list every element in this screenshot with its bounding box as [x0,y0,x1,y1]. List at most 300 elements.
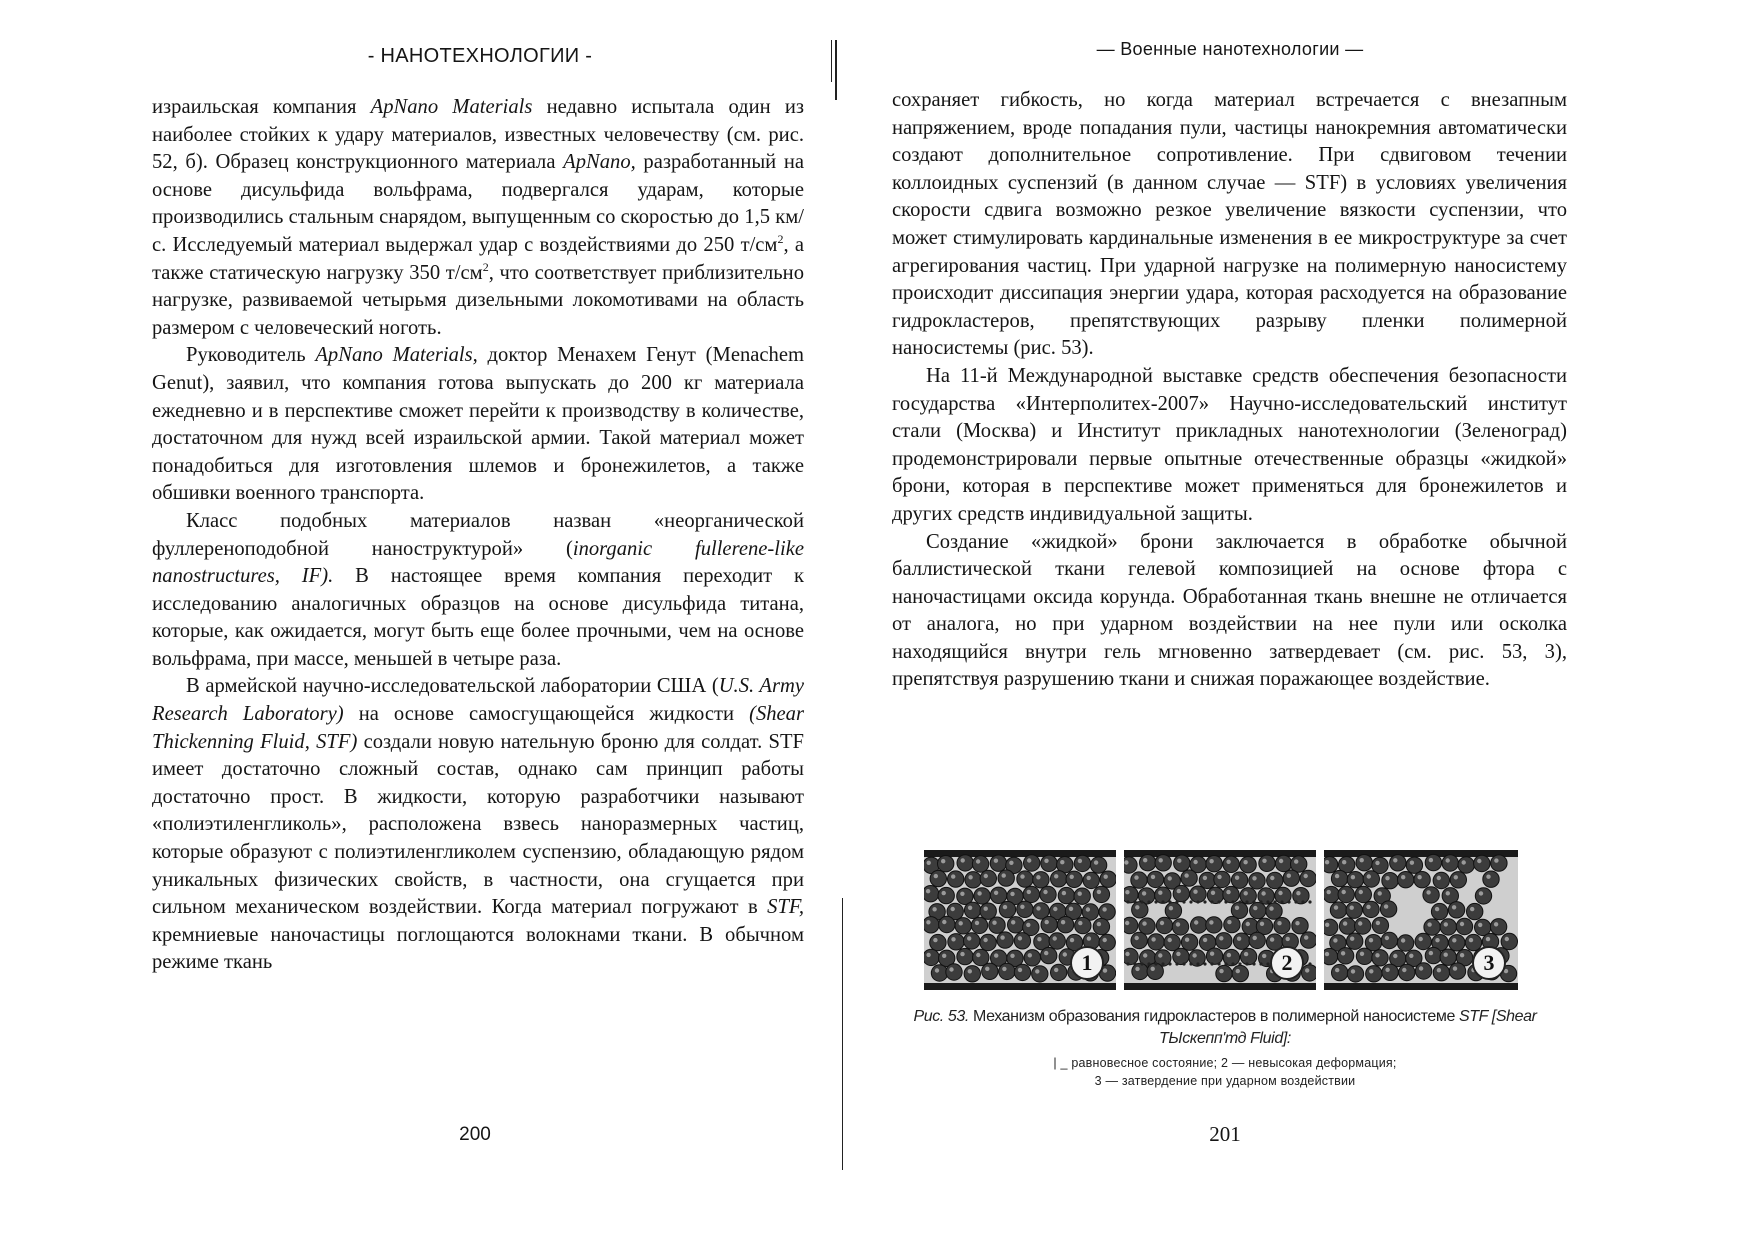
particle [964,902,980,918]
particle [1131,872,1147,888]
particle-highlight [1169,906,1173,910]
particle [1057,917,1073,933]
particle [1330,902,1346,918]
text-run: Руководитель [186,344,316,367]
particle [1124,917,1138,933]
particle-highlight [1125,890,1129,894]
particle-highlight [1325,952,1329,956]
particle [997,932,1013,948]
particle-highlight [942,920,946,924]
particle [1224,916,1240,932]
left-page [0,0,840,1239]
particle-highlight [1054,874,1058,878]
particle-highlight [1211,891,1215,895]
particle-highlight [984,907,988,911]
particle-highlight [1469,938,1473,942]
particle-highlight [942,954,946,958]
particle-highlight [935,968,939,972]
particle-highlight [1177,859,1181,863]
particle [948,871,964,887]
particle [1190,886,1206,902]
particle-highlight [1203,938,1207,942]
particle-highlight [1060,860,1064,864]
particle [1339,918,1355,934]
particle [1165,903,1181,919]
particle-highlight [1044,859,1048,863]
particle-highlight [1063,952,1067,956]
particle-highlight [994,859,998,863]
italic-run: (Shear Thickenning Fluid, STF) [152,703,804,753]
particle-highlight [1151,937,1155,941]
particle-highlight [1002,967,1006,971]
particle-highlight [1429,951,1433,955]
particle-highlight [1184,873,1188,877]
particle-highlight [994,953,998,957]
particle-highlight [1385,936,1389,940]
particle-highlight [1359,890,1363,894]
particle-highlight [1335,968,1339,972]
text-run: На 11-й Международной выставке средств обеспечения безопасности государства «Интерполитех-2007» Научно-исследовательский институт стали (Москва) и Институт прикладных нанотехнологии (Зеленоград) продемонстрировали первые опытные отечественные образцы «жидкой» брони, которая в перспективе может применяться для бронежилетов и других средств индивидуальной защиты. [892,364,1567,525]
small-particle [1182,900,1185,903]
particle-highlight [968,969,972,973]
italic-run: inorganic fullerene-like nanostructures, IF). [152,537,804,588]
particle [1041,916,1057,932]
small-particle [1238,962,1241,965]
particle [1382,964,1398,980]
particle-highlight [1444,953,1448,957]
particle [931,965,947,981]
particle [1372,917,1388,933]
particle-highlight [1159,858,1163,862]
particle [930,870,946,886]
particle-highlight [1043,890,1047,894]
particle [974,888,990,904]
particle-highlight [1002,873,1006,877]
particle-highlight [1437,968,1441,972]
small-particle [1308,962,1311,965]
particle-highlight [1103,938,1107,942]
particle-highlight [983,938,987,942]
figure-caption [900,1006,1550,1050]
particle-highlight [1027,890,1031,894]
small-particle [1161,962,1164,965]
particle [1024,950,1040,966]
particle-highlight [1036,875,1040,879]
particle-highlight [1270,876,1274,880]
particle [1346,902,1362,918]
particle-highlight [1277,921,1281,925]
particle [1090,857,1106,873]
particle [1331,870,1347,886]
particle-highlight [1446,891,1450,895]
particle [946,964,962,980]
particle-highlight [1419,937,1423,941]
small-particle [1252,962,1255,965]
particle [1033,872,1049,888]
particle [1049,933,1065,949]
particle [1014,933,1030,949]
particle [1431,903,1447,919]
particle [1414,872,1430,888]
particle-highlight [1053,907,1057,911]
particle-highlight [1244,952,1248,956]
particle [1372,950,1388,966]
particle-highlight [1036,906,1040,910]
small-particle [1224,962,1227,965]
text-run: недавно испытала один из наиболее стойких к удару материалов, известных человечеству (см. рис. 52, б). Образец конструкционного материала [152,96,805,174]
small-particle [1126,900,1129,903]
particle [1338,886,1354,902]
particle-highlight [985,967,989,971]
particle-highlight [1350,937,1354,941]
particle-highlight [1305,968,1309,972]
particle-highlight [1104,875,1108,879]
italic-run: STF, [767,896,804,919]
particle [1066,871,1082,887]
particle [1083,872,1099,888]
particle-highlight [1151,875,1155,879]
particle-highlight [1325,923,1329,927]
particle [1140,855,1156,871]
panel-label-1: 1 [1070,946,1104,980]
particle [1075,917,1091,933]
running-head-right: — Военные нанотехнологии — [1096,39,1364,59]
particle-highlight [1262,859,1266,863]
particle-highlight [1243,860,1247,864]
particle-highlight [1020,874,1024,878]
particle [1124,887,1138,903]
italic-run: U.S. Army Research Laboratory) [152,675,804,726]
particle-highlight [1078,859,1082,863]
particle-highlight [1479,891,1483,895]
particle [1275,855,1291,871]
particle-highlight [1435,938,1439,942]
particle-highlight [1010,954,1014,958]
particle-highlight [1252,876,1256,880]
small-particle [1203,962,1206,965]
particle-highlight [1435,907,1439,911]
particle [964,933,980,949]
small-particle [1140,962,1143,965]
particle [1074,888,1090,904]
particle [1356,948,1372,964]
small-particle [1287,900,1290,903]
particle [1240,857,1256,873]
particle [1181,870,1197,886]
figure-caption-legend [900,1054,1550,1090]
particle [957,948,973,964]
particle [971,917,987,933]
particle-highlight [1134,875,1138,879]
particle [1017,871,1033,887]
paragraph [892,363,1567,529]
particle [1450,872,1466,888]
particle [938,887,954,903]
particle [1475,888,1491,904]
text-run: создали новую нательную броню для солдат. STF имеет достаточно сложный состав, однако сам принцип работы достаточно прост. В жидкости, которую разработчики называют «полиэтиленгликоль», расположена взвесь наноразмерных частиц, которые образуют с полиэтиленгликолем суспензию, обладающую рядом уникальных физических свойств, в частности, она сгущается при сильном механическом воздействии. Когда материал погружают в [152,730,804,919]
figure-panel-1 [924,850,1116,990]
small-particle [1126,962,1129,965]
small-particle [1154,962,1157,965]
text-run: В настоящее время компания переходит к исследованию аналогичных образцов на основе дисульфида титана, которые, как ожидается, могут быть еще более прочными, чем на основе вольфрама, при массе, меньшей в четыре раза. [152,565,804,670]
particle [1206,948,1222,964]
particle-highlight [1018,936,1022,940]
particle-highlight [1366,905,1370,909]
particle [1214,871,1230,887]
figure-panel-2 [1124,850,1316,990]
particle-highlight [1505,937,1509,941]
text-run: , что соответствует приблизительно нагрузке, развиваемой четырьмя дизельными локомотивами на область размером с человеческий ноготь. [152,261,804,339]
particle-highlight [1351,969,1355,973]
particle-highlight [1097,922,1101,926]
particle-highlight [1142,921,1146,925]
particle-highlight [1158,953,1162,957]
particle [1363,901,1379,917]
particle [1324,948,1338,964]
particle [1324,857,1338,873]
particle-highlight [933,938,937,942]
particle-highlight [1045,920,1049,924]
particle [1440,949,1456,965]
particle [1415,963,1431,979]
particle-highlight [1452,905,1456,909]
particle-highlight [926,889,930,893]
particle-highlight [1054,968,1058,972]
particle [1415,933,1431,949]
particle-highlight [1125,921,1129,925]
particle-highlight [1460,953,1464,957]
particle-highlight [926,953,930,957]
particle [1347,872,1363,888]
particle-highlight [926,920,930,924]
particle [1041,855,1057,871]
particle [1406,857,1422,873]
particle-highlight [932,907,936,911]
particle [930,934,946,950]
gutter-line-top [835,40,837,100]
particle-highlight [1035,969,1039,973]
particle-highlight [1010,892,1014,896]
particle [1100,871,1116,887]
particle [989,917,1005,933]
small-particle [1301,900,1304,903]
particle [1433,965,1449,981]
particle-highlight [1143,953,1147,957]
particle [1442,855,1458,871]
particle-highlight [1358,921,1362,925]
particle-highlight [1053,936,1057,940]
fiber-wall-top [924,850,1116,857]
particle [1292,918,1308,934]
particle-highlight [992,921,996,925]
particle [1475,919,1491,935]
particle-highlight [1086,907,1090,911]
paragraph [152,673,804,977]
particle-highlight [927,861,931,865]
small-particle [1140,900,1143,903]
particle-highlight [1135,967,1139,971]
particle [1008,917,1024,933]
small-particle [1182,962,1185,965]
particle [1249,873,1265,889]
particle-highlight [1062,891,1066,895]
particle [1302,965,1317,981]
particle [1223,886,1239,902]
particle [1124,857,1137,873]
particle-highlight [1125,952,1129,956]
particle [1324,886,1339,902]
particle [1216,965,1232,981]
particle-highlight [1219,969,1223,973]
particle-highlight [1286,937,1290,941]
particle-highlight [1393,954,1397,958]
particle [1355,918,1371,934]
particle-highlight [1011,920,1015,924]
particle-highlight [1304,935,1308,939]
small-particle [1210,900,1213,903]
particle [1124,948,1138,964]
text-run: Создание «жидкой» брони заключается в обработке обычной баллистической ткани гелевой композицией на основе фтора с наночастицами оксида корунда. Обработанная ткань внешне не отличается от аналога, но при ударном воздействии на нее пули или осколка находящийся внутри гель мгновенно затвердевает (см. рис. 53, 3), препятствуя разрушению ткани и снижая поражающее воздействие. [892,530,1567,691]
running-head-left: - НАНОТЕХНОЛОГИИ - [367,45,593,67]
fiber-wall-bottom [924,983,1116,990]
particle [1332,964,1348,980]
text-run: доктор Менахем Генут (Menachem Genut), заявил, что компания готова выпускать до 200 кг материала ежедневно и в перспективе сможет перейти к производству в количестве, достаточном для нужд всей израильской армии. Такой материал может понадобиться для изготовления шлемов и бронежилетов, а также обшивки военного транспорта. [152,344,804,505]
small-particle [1238,900,1241,903]
particle-highlight [951,874,955,878]
small-particle [1196,962,1199,965]
small-particle [1217,900,1220,903]
page-number-right: 201 [1209,1122,1241,1146]
particle [990,855,1006,871]
particle-highlight [1367,874,1371,878]
particle [1040,886,1056,902]
particle-highlight [1000,935,1004,939]
particle-highlight [1343,921,1347,925]
particle-highlight [961,858,965,862]
particle-highlight [1020,905,1024,909]
small-particle [1147,962,1150,965]
particle-highlight [1061,920,1065,924]
caption-legend-line-2: 3 — затвердение при ударном воздействии [1094,1074,1356,1088]
particle-highlight [1375,861,1379,865]
particle [1347,933,1363,949]
superscript: 2 [777,232,784,247]
particle-highlight [1342,890,1346,894]
small-particle [1231,900,1234,903]
particle [1283,870,1299,886]
particle-highlight [984,874,988,878]
small-particle [1147,900,1150,903]
paragraph [152,508,804,674]
particle [948,934,964,950]
particle-highlight [1094,860,1098,864]
particle [1181,934,1197,950]
particle [1483,871,1499,887]
particle [1155,855,1171,871]
particle [1173,885,1189,901]
fiber-wall-bottom [1124,983,1316,990]
text-run: на основе самосгущающейся жидкости [343,703,750,726]
particle-highlight [1333,938,1337,942]
particle-highlight [1325,860,1329,864]
particle [999,901,1015,917]
particle-highlight [1135,936,1139,940]
small-particle [1294,900,1297,903]
particle-highlight [1192,953,1196,957]
small-particle [1231,962,1234,965]
particle-highlight [1419,966,1423,970]
particle-highlight [1217,875,1221,879]
particle-highlight [1402,968,1406,972]
particle-highlight [1236,969,1240,973]
particle-highlight [1261,891,1265,895]
paragraph [892,87,1567,363]
particle [1191,917,1207,933]
particle-highlight [1494,858,1498,862]
particle-highlight [967,936,971,940]
particle-highlight [942,891,946,895]
particle [1093,886,1109,902]
small-particle [1203,900,1206,903]
particle [980,903,996,919]
small-particle [1154,900,1157,903]
particle-highlight [1124,860,1128,864]
particle-highlight [1477,859,1481,863]
particle [982,963,998,979]
right-page-body [892,87,1567,694]
particle-highlight [1176,922,1180,926]
particle [938,856,954,872]
particle [1381,932,1397,948]
small-particle [1259,962,1262,965]
particle-highlight [977,891,981,895]
particle [1355,886,1371,902]
particle-highlight [1168,938,1172,942]
particle [1347,966,1363,982]
particle [924,886,939,902]
particle [1433,872,1449,888]
particle [1024,855,1040,871]
particle-highlight [1287,874,1291,878]
particle [1382,873,1398,889]
particle [1501,933,1517,949]
small-particle [1280,900,1283,903]
small-particle [1308,900,1311,903]
gutter-line-top-inner [831,40,832,82]
paragraph [152,342,804,508]
particle [1132,963,1148,979]
particle-highlight [1018,968,1022,972]
particle-highlight [1486,875,1490,879]
particle [1363,871,1379,887]
particle-highlight [1176,952,1180,956]
particle-highlight [1194,920,1198,924]
particle [1337,948,1353,964]
small-particle [1133,962,1136,965]
particle-highlight [1209,920,1213,924]
particle-highlight [960,892,964,896]
particle-highlight [1296,891,1300,895]
particle [1216,933,1232,949]
particle-highlight [968,875,972,879]
particle-highlight [1158,891,1162,895]
particle-highlight [1335,874,1339,878]
particle-highlight [1185,938,1189,942]
particle [1058,887,1074,903]
left-page-body [152,94,804,977]
particle-highlight [1393,858,1397,862]
particle-highlight [1078,892,1082,896]
